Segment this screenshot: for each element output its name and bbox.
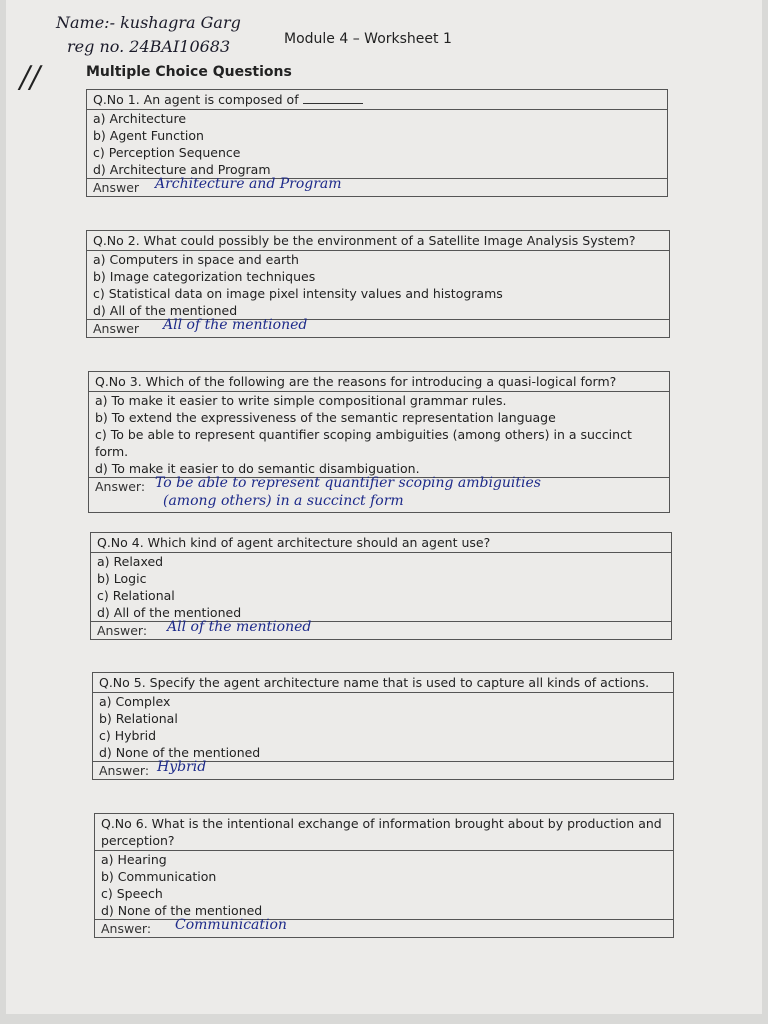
- question-1-box: [86, 89, 668, 197]
- option: d) To make it easier to do semantic disambiguation.: [95, 461, 420, 476]
- option: c) To be able to represent quantifier scoping ambiguities (among others) in a succinct form.: [95, 427, 632, 459]
- answer-label: Answer:: [95, 479, 146, 494]
- question-text: Q.No 4. Which kind of agent architecture should an agent use?: [91, 533, 671, 553]
- option: c) Statistical data on image pixel intensity values and histograms: [93, 286, 503, 301]
- option: a) To make it easier to write simple compositional grammar rules.: [95, 393, 507, 408]
- option: b) To extend the expressiveness of the semantic representation language: [95, 410, 556, 425]
- answer-handwritten: All of the mentioned: [163, 317, 308, 333]
- option: c) Relational: [97, 588, 175, 603]
- answer-row: [87, 178, 667, 196]
- answer-label: Answer: [93, 180, 140, 195]
- option: d) Architecture and Program: [93, 162, 271, 177]
- worksheet-title: Module 4 – Worksheet 1: [284, 31, 452, 47]
- student-name: Name:- kushagra Garg: [56, 13, 241, 32]
- question-6-box: [94, 813, 674, 938]
- option: a) Relaxed: [97, 554, 164, 569]
- option: c) Speech: [101, 886, 163, 901]
- question-text: Q.No 1. An agent is composed of: [87, 90, 667, 110]
- answer-row: [93, 761, 673, 779]
- option: b) Logic: [97, 571, 147, 586]
- option: b) Communication: [101, 869, 217, 884]
- question-2-box: [86, 230, 670, 338]
- margin-mark: //: [20, 60, 41, 95]
- answer-handwritten: Communication: [175, 917, 287, 933]
- answer-label: Answer:: [97, 623, 148, 638]
- option: b) Relational: [99, 711, 178, 726]
- answer-label: Answer:: [101, 921, 152, 936]
- answer-label: Answer:: [99, 763, 150, 778]
- answer-handwritten: All of the mentioned: [167, 619, 312, 635]
- option: a) Computers in space and earth: [93, 252, 299, 267]
- option: c) Perception Sequence: [93, 145, 241, 160]
- option: d) All of the mentioned: [97, 605, 242, 620]
- option: d) None of the mentioned: [99, 745, 261, 760]
- answer-label: Answer: [93, 321, 140, 336]
- answer-handwritten: To be able to represent quantifier scoping ambiguities: [155, 475, 541, 491]
- question-5-box: [92, 672, 674, 780]
- question-3-box: [88, 371, 670, 513]
- option: b) Image categorization techniques: [93, 269, 316, 284]
- student-reg-no: reg no. 24BAI10683: [67, 37, 231, 56]
- answer-handwritten: Architecture and Program: [155, 176, 342, 192]
- option: d) None of the mentioned: [101, 903, 263, 918]
- option: a) Hearing: [101, 852, 167, 867]
- question-text: Q.No 3. Which of the following are the reasons for introducing a quasi-logical form?: [89, 372, 669, 392]
- question-4-box: [90, 532, 672, 640]
- fill-blank: [303, 93, 363, 104]
- question-text: Q.No 5. Specify the agent architecture name that is used to capture all kinds of actions.: [93, 673, 673, 693]
- answer-row: [91, 621, 671, 639]
- option: a) Architecture: [93, 111, 187, 126]
- answer-handwritten: Hybrid: [157, 759, 207, 775]
- answer-handwritten-line2: (among others) in a succinct form: [163, 493, 404, 509]
- answer-row: [95, 919, 673, 937]
- option: c) Hybrid: [99, 728, 157, 743]
- question-text: Q.No 2. What could possibly be the environment of a Satellite Image Analysis System?: [87, 231, 669, 251]
- option: d) All of the mentioned: [93, 303, 238, 318]
- section-heading: Multiple Choice Questions: [86, 64, 292, 80]
- option: a) Complex: [99, 694, 171, 709]
- answer-row: [89, 477, 669, 512]
- option: b) Agent Function: [93, 128, 204, 143]
- answer-row: [87, 319, 669, 337]
- question-text: Q.No 6. What is the intentional exchange of information brought about by production and perception?: [95, 814, 673, 851]
